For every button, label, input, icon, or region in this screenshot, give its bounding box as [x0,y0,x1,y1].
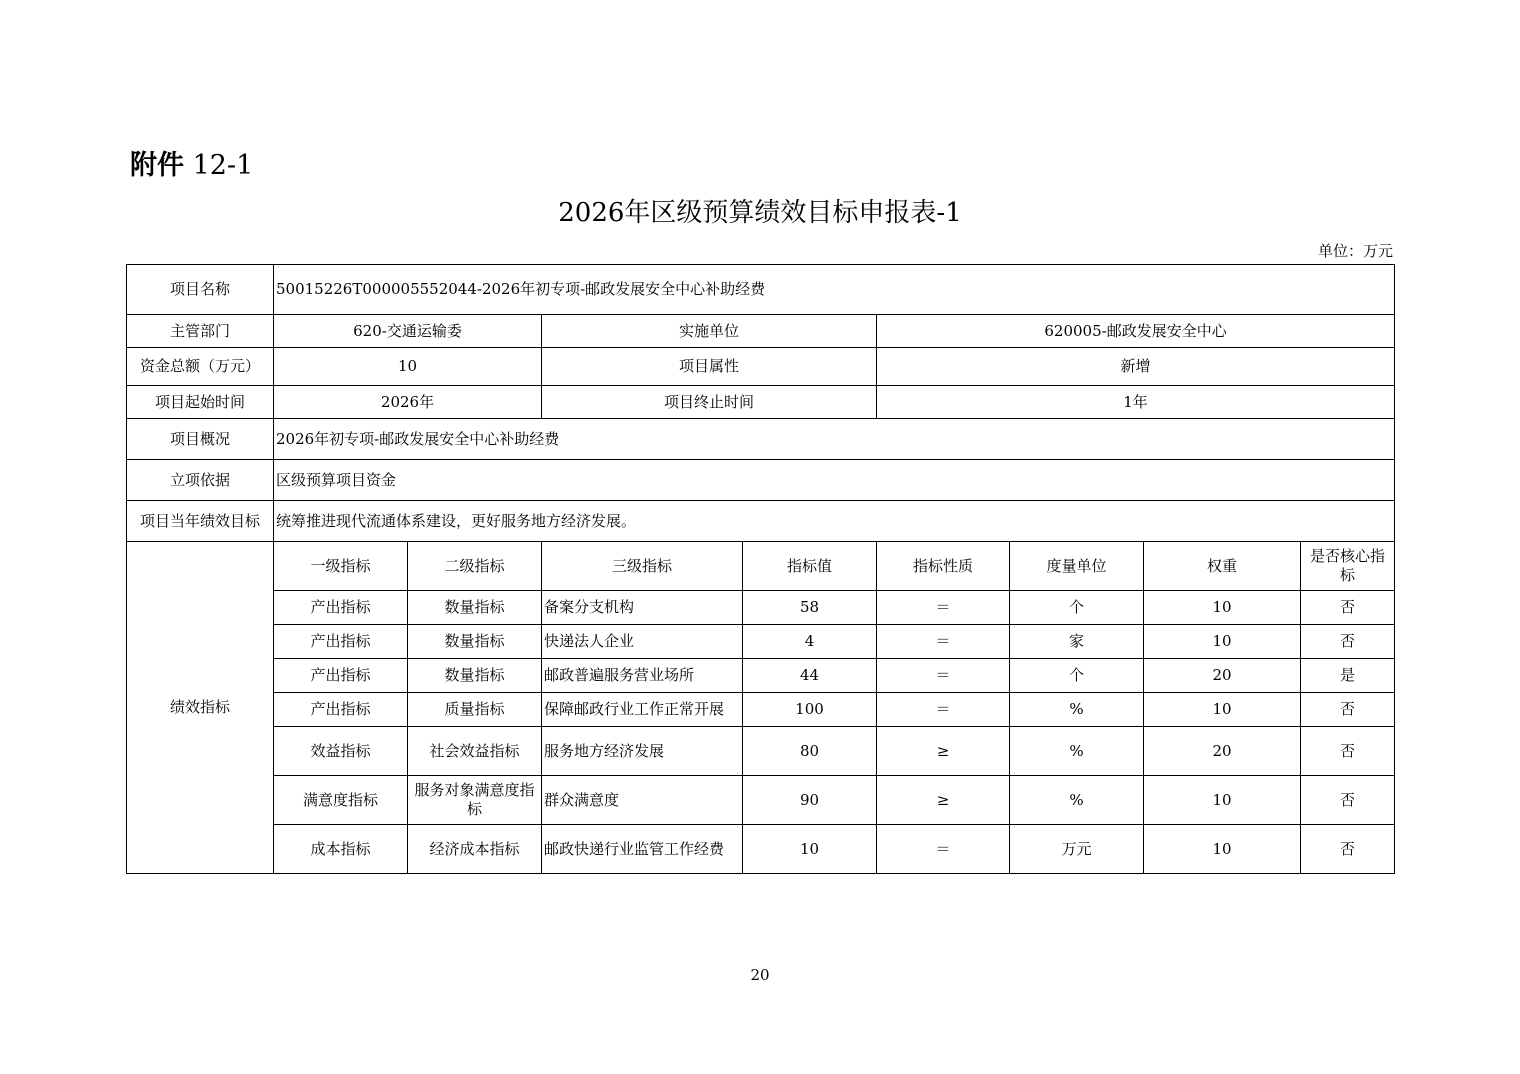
perf-cell: 10 [1144,693,1301,727]
fund-label: 资金总额（万元） [127,348,274,386]
project-name-label: 项目名称 [127,265,274,315]
row-overview [127,419,1395,460]
perf-header-cell: 度量单位 [1010,542,1144,591]
perf-cell: 80 [743,727,877,776]
perf-cell: 保障邮政行业工作正常开展 [542,693,743,727]
perf-section-label: 绩效指标 [127,542,274,874]
perf-cell: 90 [743,776,877,825]
perf-header-cell: 一级指标 [274,542,408,591]
perf-header-cell: 是否核心指标 [1301,542,1395,591]
perf-cell: 备案分支机构 [542,591,743,625]
perf-cell: 数量指标 [408,591,542,625]
row-fund [127,348,1395,386]
perf-cell: 44 [743,659,877,693]
dept-value: 620-交通运输委 [274,315,542,348]
row-project-name [127,265,1395,315]
end-value: 1年 [877,386,1395,419]
goal-label: 项目当年绩效目标 [127,501,274,542]
perf-cell: 10 [1144,625,1301,659]
project-name-value: 50015226T000005552044-2026年初专项-邮政发展安全中心补助经费 [274,265,1395,315]
perf-cell: 否 [1301,625,1395,659]
perf-cell: 满意度指标 [274,776,408,825]
basis-label: 立项依据 [127,460,274,501]
perf-cell: 家 [1010,625,1144,659]
attr-label: 项目属性 [542,348,877,386]
row-basis [127,460,1395,501]
perf-header-cell: 二级指标 [408,542,542,591]
perf-cell: 10 [1144,776,1301,825]
perf-row [127,693,1395,727]
perf-cell: 产出指标 [274,693,408,727]
perf-row [127,591,1395,625]
perf-cell: 10 [1144,825,1301,874]
perf-header-row [127,542,1395,591]
perf-row [127,776,1395,825]
perf-cell: 产出指标 [274,625,408,659]
perf-cell: 否 [1301,727,1395,776]
dept-label: 主管部门 [127,315,274,348]
budget-performance-table [126,264,1395,874]
perf-cell: 成本指标 [274,825,408,874]
page-title: 2026年区级预算绩效目标申报表-1 [558,198,962,228]
impl-value: 620005-邮政发展安全中心 [877,315,1395,348]
perf-cell: 10 [1144,591,1301,625]
perf-cell: 服务对象满意度指标 [408,776,542,825]
perf-header-cell: 指标性质 [877,542,1010,591]
perf-row [127,727,1395,776]
perf-cell: 邮政快递行业监管工作经费 [542,825,743,874]
perf-cell: 否 [1301,825,1395,874]
perf-header-cell: 指标值 [743,542,877,591]
row-period [127,386,1395,419]
attachment-prefix: 附件 [130,150,184,181]
perf-cell: ＝ [877,693,1010,727]
perf-cell: % [1010,693,1144,727]
perf-cell: 产出指标 [274,659,408,693]
goal-value: 统筹推进现代流通体系建设，更好服务地方经济发展。 [274,501,1395,542]
perf-cell: 个 [1010,659,1144,693]
perf-cell: 产出指标 [274,591,408,625]
basis-value: 区级预算项目资金 [274,460,1395,501]
perf-cell: ≥ [877,776,1010,825]
row-goal [127,501,1395,542]
perf-cell: 服务地方经济发展 [542,727,743,776]
unit-label: 单位：万元 [1317,242,1393,260]
perf-cell: 数量指标 [408,625,542,659]
perf-cell: % [1010,776,1144,825]
perf-cell: 效益指标 [274,727,408,776]
perf-cell: 群众满意度 [542,776,743,825]
perf-cell: 社会效益指标 [408,727,542,776]
start-label: 项目起始时间 [127,386,274,419]
perf-cell: ＝ [877,591,1010,625]
perf-cell: ＝ [877,825,1010,874]
perf-cell: 58 [743,591,877,625]
attachment-label [130,143,253,182]
end-label: 项目终止时间 [542,386,877,419]
perf-header-cell: 权重 [1144,542,1301,591]
perf-header-cell: 三级指标 [542,542,743,591]
perf-cell: 快递法人企业 [542,625,743,659]
perf-row [127,625,1395,659]
perf-cell: 否 [1301,776,1395,825]
perf-cell: ＝ [877,659,1010,693]
perf-cell: 10 [743,825,877,874]
perf-cell: 个 [1010,591,1144,625]
row-department [127,315,1395,348]
attachment-number: 12-1 [192,150,254,181]
perf-cell: 经济成本指标 [408,825,542,874]
perf-cell: % [1010,727,1144,776]
perf-cell: 否 [1301,693,1395,727]
perf-cell: 20 [1144,727,1301,776]
attr-value: 新增 [877,348,1395,386]
overview-label: 项目概况 [127,419,274,460]
perf-cell: ≥ [877,727,1010,776]
perf-row [127,659,1395,693]
perf-cell: 20 [1144,659,1301,693]
perf-row [127,825,1395,874]
perf-cell: 万元 [1010,825,1144,874]
page-number: 20 [750,966,770,984]
perf-cell: 质量指标 [408,693,542,727]
perf-cell: 是 [1301,659,1395,693]
overview-value: 2026年初专项-邮政发展安全中心补助经费 [274,419,1395,460]
perf-cell: 4 [743,625,877,659]
perf-cell: 邮政普遍服务营业场所 [542,659,743,693]
perf-cell: 数量指标 [408,659,542,693]
perf-cell: 否 [1301,591,1395,625]
fund-value: 10 [274,348,542,386]
impl-label: 实施单位 [542,315,877,348]
perf-cell: ＝ [877,625,1010,659]
start-value: 2026年 [274,386,542,419]
perf-cell: 100 [743,693,877,727]
